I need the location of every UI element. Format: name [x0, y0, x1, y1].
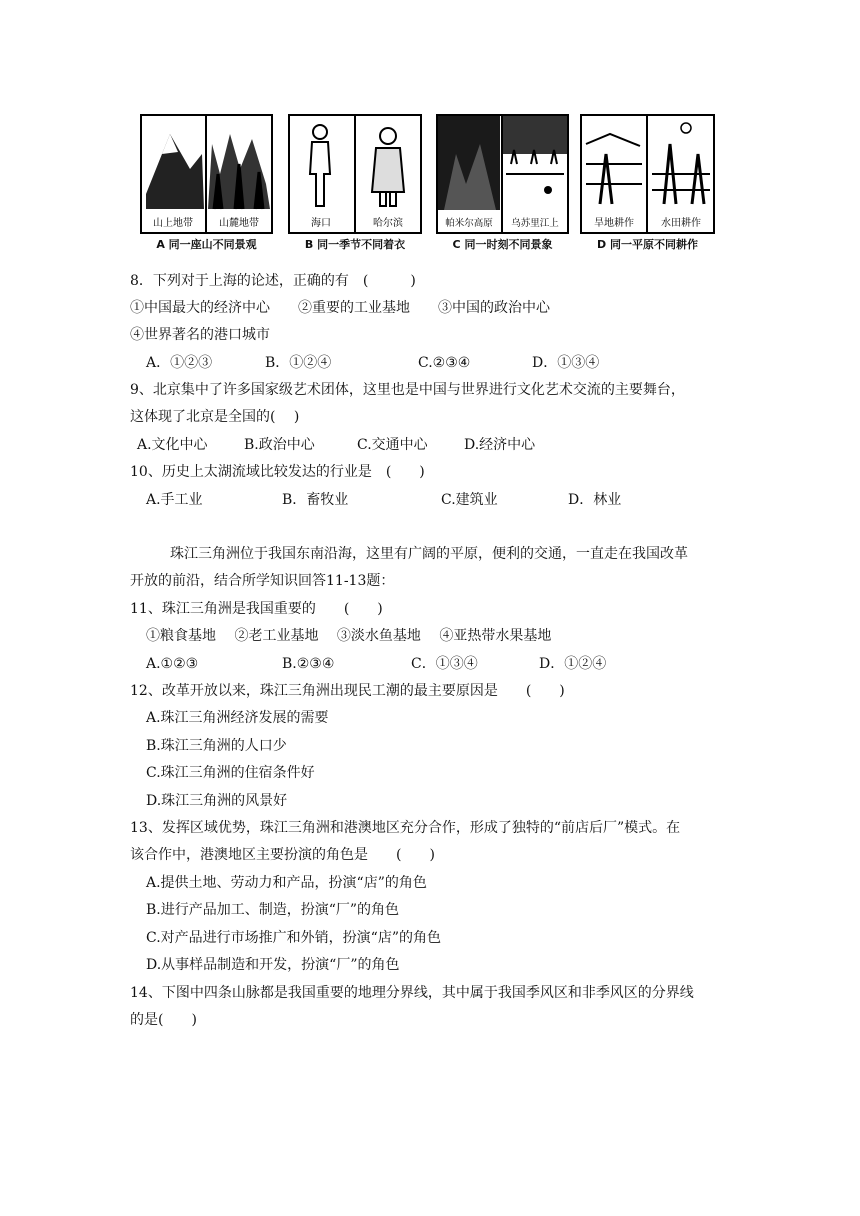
figure-caption: C 同一时刻不同景象 — [452, 238, 553, 251]
option-b: B．畜牧业 — [282, 492, 349, 508]
option-d: D．①②④ — [539, 656, 607, 672]
figure-label: 哈尔滨 — [373, 218, 403, 229]
option-b: B.政治中心 — [244, 437, 315, 453]
option-c: C.建筑业 — [441, 492, 498, 508]
choice-c: C.珠江三角洲的住宿条件好 — [146, 765, 315, 781]
plateau-river-image — [436, 114, 569, 234]
mountain-landscape-image — [140, 114, 273, 234]
option-d: D．①③④ — [532, 355, 600, 371]
farming-comparison-image — [580, 114, 715, 234]
figure-panel-d — [580, 114, 715, 251]
option-c: C．①③④ — [411, 656, 478, 672]
figure-panel-a — [140, 114, 273, 251]
option-b: B．①②④ — [265, 355, 332, 371]
figure-caption: D 同一平原不同耕作 — [597, 238, 698, 251]
figure-label: 山麓地带 — [219, 218, 259, 229]
choice-a: A.提供土地、劳动力和产品，扮演“店”的角色 — [146, 875, 427, 891]
question-14-stem: 的是( ) — [130, 1012, 197, 1028]
choice-b: B.进行产品加工、制造，扮演“厂”的角色 — [146, 902, 400, 918]
question-9-stem: 9、北京集中了许多国家级艺术团体，这里也是中国与世界进行文化艺术交流的主要舞台， — [130, 382, 685, 398]
question-12-stem: 12、改革开放以来，珠江三角洲出现民工潮的最主要原因是 ( ) — [130, 683, 565, 699]
option-a: A.手工业 — [146, 492, 203, 508]
figure-label: 帕米尔高原 — [445, 218, 493, 229]
question-8-items: ①中国最大的经济中心 ②重要的工业基地 ③中国的政治中心 — [130, 300, 550, 316]
question-14-stem: 14、下图中四条山脉都是我国重要的地理分界线，其中属于我国季风区和非季风区的分界线 — [130, 985, 694, 1001]
figure-label: 海口 — [311, 218, 331, 229]
option-d: D.经济中心 — [464, 437, 536, 453]
option-a: A.①②③ — [146, 656, 199, 672]
figure-caption: B 同一季节不同着衣 — [304, 238, 406, 251]
question-8-stem: 8．下列对于上海的论述，正确的有 ( ) — [130, 273, 416, 289]
option-a: A.文化中心 — [137, 437, 208, 453]
option-c: C.②③④ — [418, 355, 471, 371]
figure-caption: A 同一座山不同景观 — [156, 238, 257, 251]
option-b: B.②③④ — [282, 656, 335, 672]
choice-a: A.珠江三角洲经济发展的需要 — [146, 710, 329, 726]
figure-label: 旱地耕作 — [594, 218, 634, 229]
question-9-stem: 这体现了北京是全国的( ) — [130, 409, 300, 425]
passage-text: 珠江三角洲位于我国东南沿海，这里有广阔的平原，便利的交通，一直走在我国改革 — [170, 546, 688, 562]
choice-d: D.珠江三角洲的风景好 — [146, 793, 288, 809]
question-13-stem: 该合作中，港澳地区主要扮演的角色是 ( ) — [130, 847, 435, 863]
option-d: D．林业 — [568, 492, 622, 508]
choice-b: B.珠江三角洲的人口少 — [146, 738, 287, 754]
question-13-stem: 13、发挥区域优势，珠江三角洲和港澳地区充分合作，形成了独特的“前店后厂”模式。在 — [130, 820, 681, 836]
passage-text: 开放的前沿，结合所学知识回答11-13题： — [130, 573, 395, 589]
figure-panel-b — [288, 114, 422, 251]
choice-d: D.从事样品制造和开发，扮演“厂”的角色 — [146, 957, 400, 973]
question-11-items: ①粮食基地 ②老工业基地 ③淡水鱼基地 ④亚热带水果基地 — [146, 628, 552, 644]
option-a: A．①②③ — [146, 355, 213, 371]
question-10-stem: 10、历史上太湖流域比较发达的行业是 ( ) — [130, 464, 425, 480]
figure-row — [140, 114, 715, 254]
question-8-items: ④世界著名的港口城市 — [130, 327, 270, 343]
figure-panel-c — [436, 114, 569, 251]
choice-c: C.对产品进行市场推广和外销，扮演“店”的角色 — [146, 930, 441, 946]
option-c: C.交通中心 — [357, 437, 428, 453]
figure-label: 水田耕作 — [661, 218, 701, 229]
clothing-comparison-image — [288, 114, 422, 234]
figure-label: 山上地带 — [153, 218, 193, 229]
question-11-stem: 11、珠江三角洲是我国重要的 ( ) — [130, 601, 383, 617]
figure-label: 乌苏里江上 — [511, 218, 559, 229]
